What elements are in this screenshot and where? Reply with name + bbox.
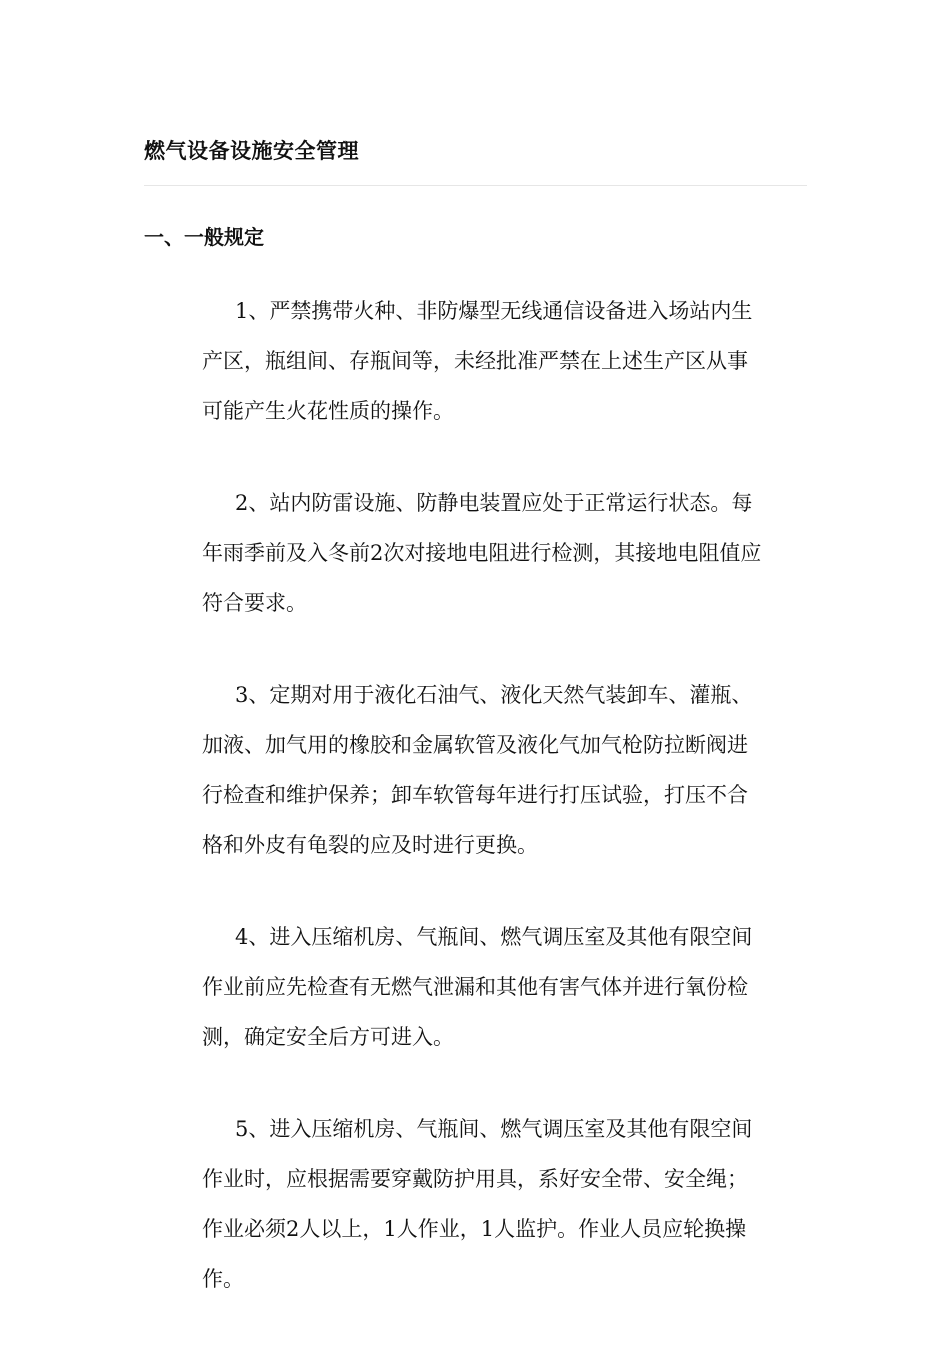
title-divider <box>144 185 807 186</box>
section-heading: 一、一般规定 <box>144 225 264 249</box>
paragraph-list <box>202 286 762 1346</box>
paragraph-3: 3、定期对用于液化石油气、液化天然气装卸车、灌瓶、加液、加气用的橡胶和金属软管及液化气加气枪防拉断阀进行检查和维护保养；卸车软管每年进行打压试验，打压不合格和外皮有龟裂的应及时进行更换。 <box>202 683 753 857</box>
paragraph-2: 2、站内防雷设施、防静电装置应处于正常运行状态。每年雨季前及入冬前2次对接地电阻进行检测，其接地电阻值应符合要求。 <box>202 491 762 615</box>
paragraph-4: 4、进入压缩机房、气瓶间、燃气调压室及其他有限空间作业前应先检查有无燃气泄漏和其他有害气体并进行氧份检测，确定安全后方可进入。 <box>202 925 753 1049</box>
paragraph-5: 5、进入压缩机房、气瓶间、燃气调压室及其他有限空间作业时，应根据需要穿戴防护用具，系好安全带、安全绳；作业必须2人以上，1人作业，1人监护。作业人员应轮换操作。 <box>202 1117 753 1291</box>
document-title: 燃气设备设施安全管理 <box>144 139 359 163</box>
paragraph-1: 1、严禁携带火种、非防爆型无线通信设备进入场站内生产区，瓶组间、存瓶间等，未经批准严禁在上述生产区从事可能产生火花性质的操作。 <box>202 299 753 423</box>
